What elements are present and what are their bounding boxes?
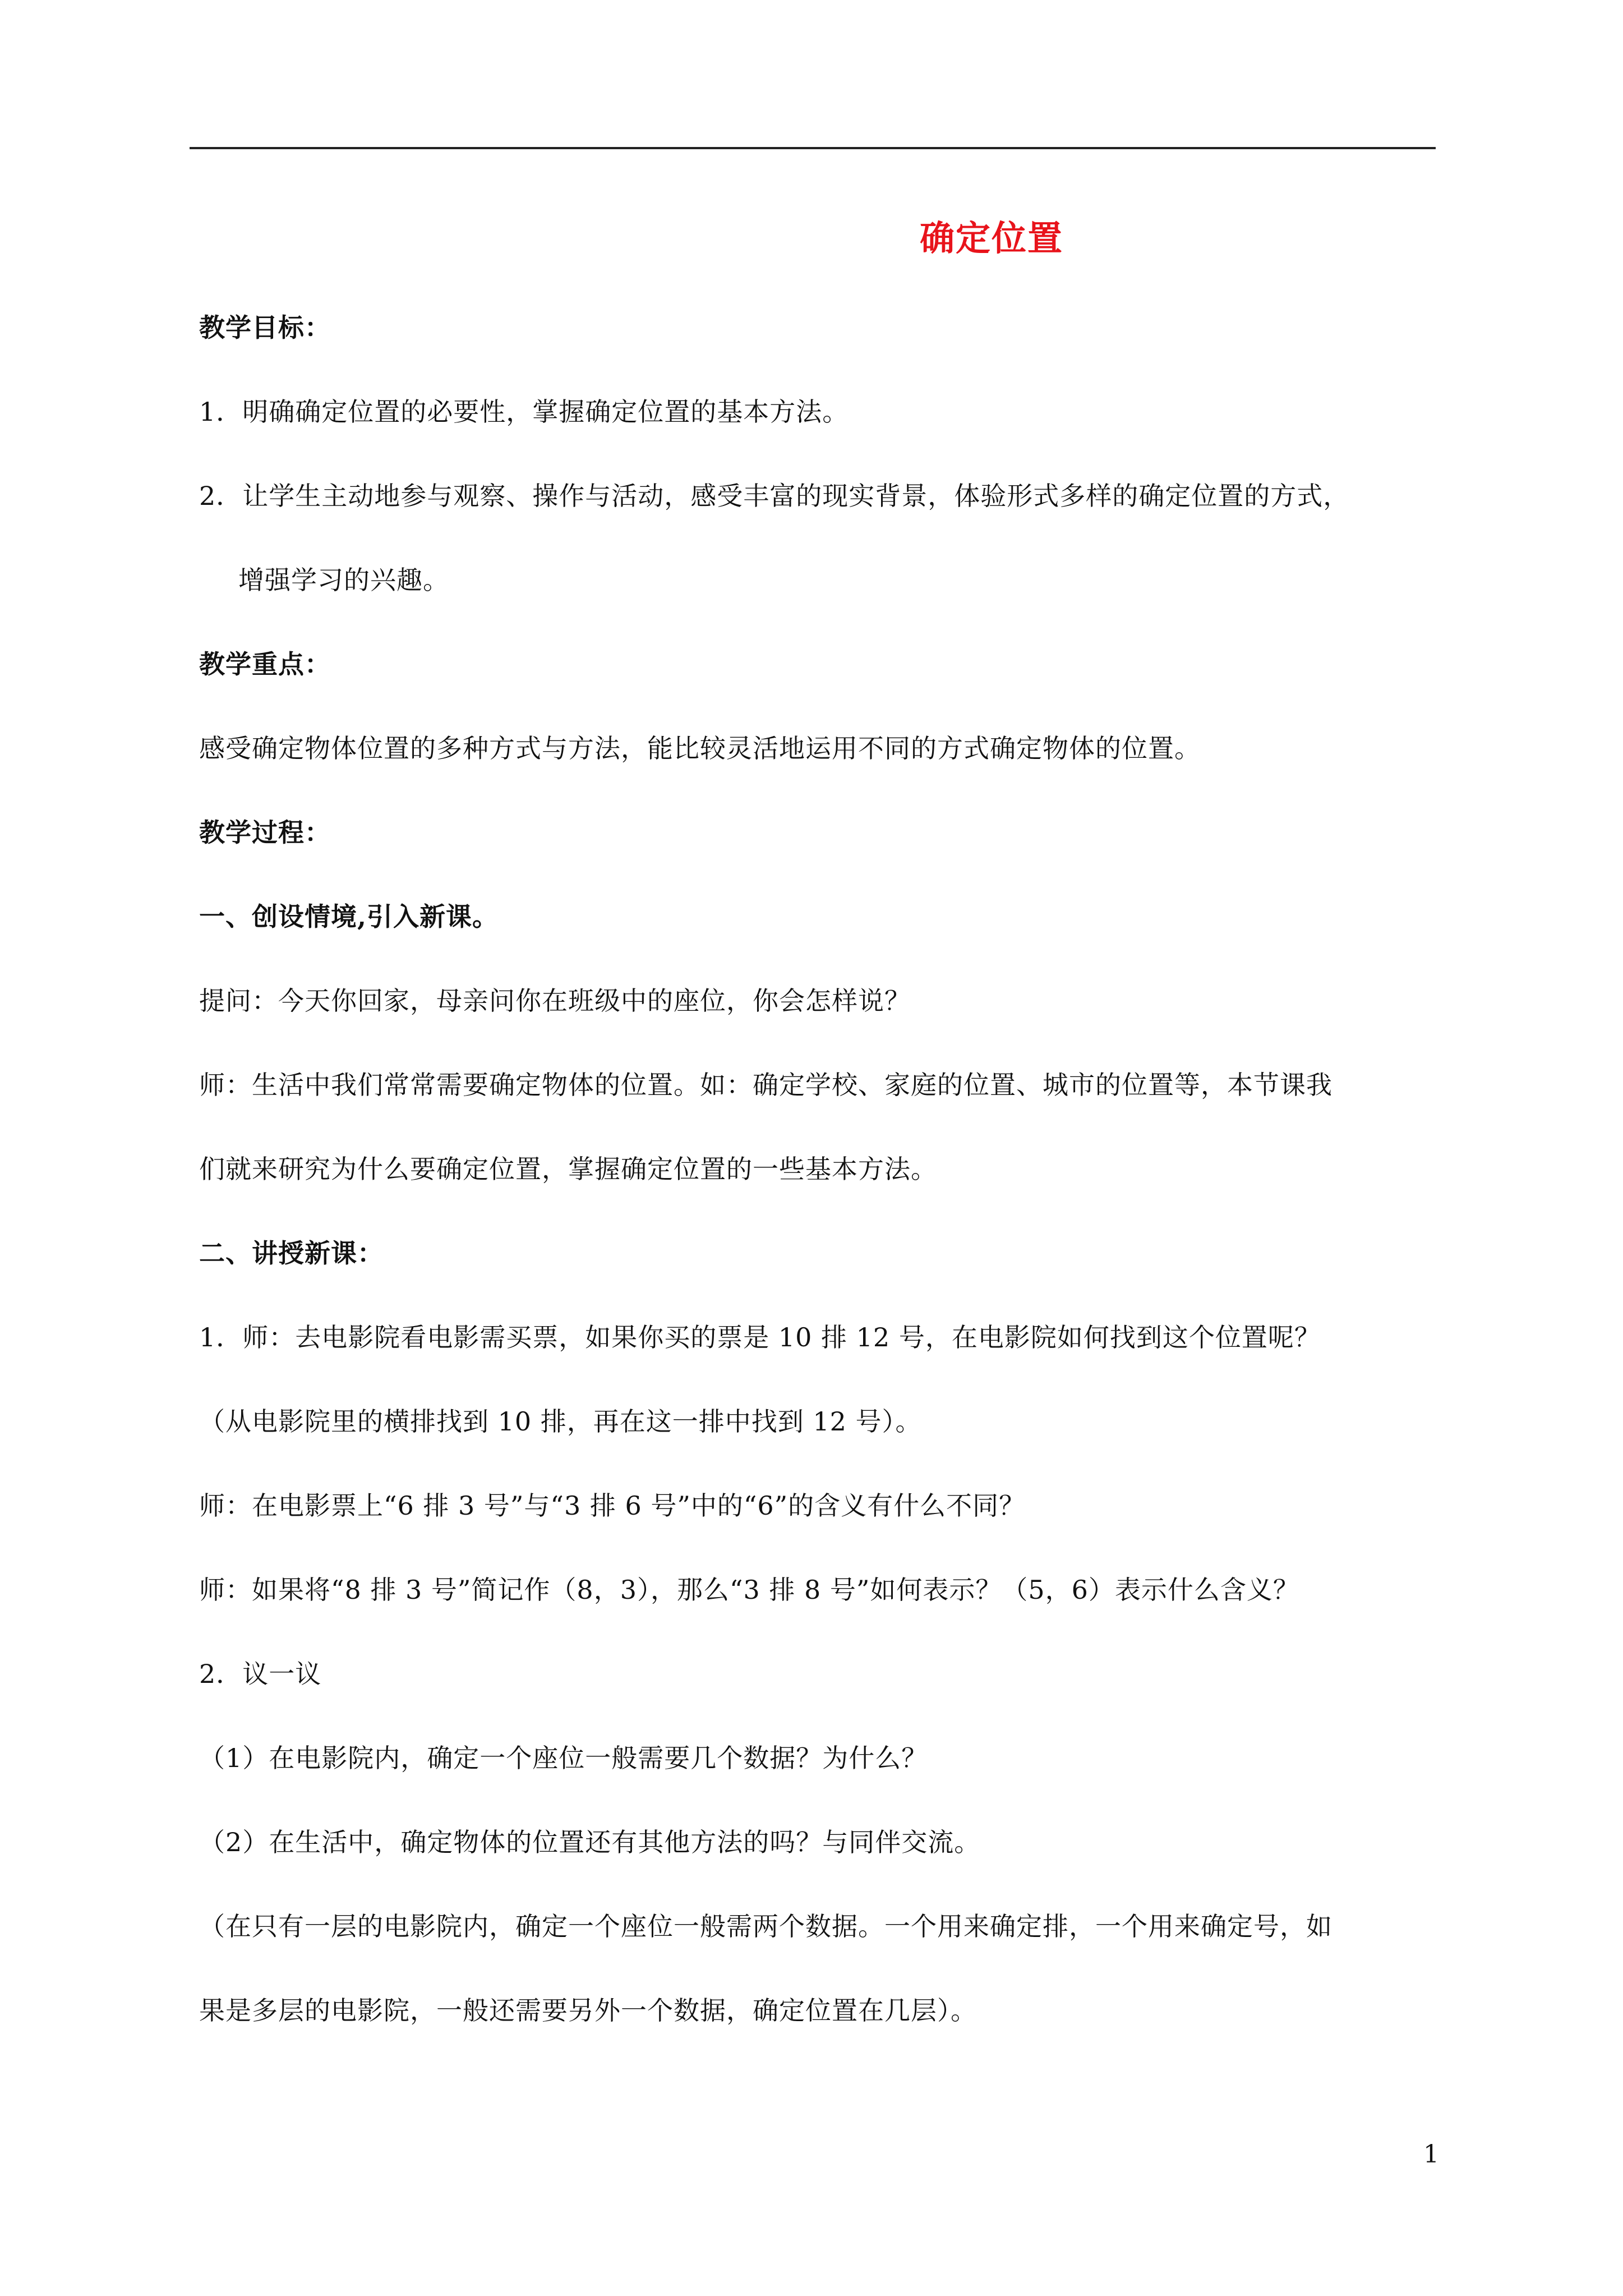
discuss-question-1: （1）在电影院内，确定一个座位一般需要几个数据？为什么？ xyxy=(199,1743,928,1773)
focus-text: 感受确定物体位置的多种方式与方法，能比较灵活地运用不同的方式确定物体的位置。 xyxy=(199,733,1201,763)
item-1-cinema-ticket: 1．师：去电影院看电影需买票，如果你买的票是 10 排 12 号，在电影院如何找到这个位置呢？ xyxy=(199,1322,1321,1352)
header-rule xyxy=(190,147,1436,149)
section-2-heading: 二、讲授新课： xyxy=(199,1238,384,1268)
document-title: 确定位置 xyxy=(920,218,1064,259)
section-1-heading: 一、创设情境,引入新课。 xyxy=(199,901,499,932)
paragraph-ordered-pair: 师：如果将“8 排 3 号”简记作（8，3），那么“3 排 8 号”如何表示？（5，6）表示什么含义？ xyxy=(199,1575,1299,1605)
discuss-question-2: （2）在生活中，确定物体的位置还有其他方法的吗？与同伴交流。 xyxy=(199,1827,981,1857)
heading-teaching-focus: 教学重点： xyxy=(199,649,331,679)
page-number: 1 xyxy=(1423,2140,1439,2169)
discuss-answer: （在只有一层的电影院内，确定一个座位一般需两个数据。一个用来确定排，一个用来确定号，如 xyxy=(199,1911,1332,1941)
heading-teaching-process: 教学过程： xyxy=(199,817,331,848)
paragraph-question: 提问：今天你回家，母亲问你在班级中的座位，你会怎样说？ xyxy=(199,986,911,1016)
item-1-answer: （从电影院里的横排找到 10 排，再在这一排中找到 12 号）。 xyxy=(199,1406,922,1437)
objective-1: 1．明确确定位置的必要性，掌握确定位置的基本方法。 xyxy=(199,397,849,427)
heading-teaching-objectives: 教学目标： xyxy=(199,312,331,343)
objective-2-continued: 增强学习的兴趣。 xyxy=(238,565,449,595)
paragraph-teacher-intro-continued: 们就来研究为什么要确定位置，掌握确定位置的一些基本方法。 xyxy=(199,1154,937,1184)
item-2-discuss: 2．议一议 xyxy=(199,1659,322,1689)
objective-2: 2．让学生主动地参与观察、操作与活动，感受丰富的现实背景，体验形式多样的确定位置的方式， xyxy=(199,481,1350,511)
discuss-answer-continued: 果是多层的电影院，一般还需要另外一个数据，确定位置在几层）。 xyxy=(199,1995,977,2026)
paragraph-ticket-meaning: 师：在电影票上“6 排 3 号”与“3 排 6 号”中的“6”的含义有什么不同？ xyxy=(199,1490,1026,1521)
paragraph-teacher-intro: 师：生活中我们常常需要确定物体的位置。如：确定学校、家庭的位置、城市的位置等，本节课我 xyxy=(199,1070,1332,1100)
